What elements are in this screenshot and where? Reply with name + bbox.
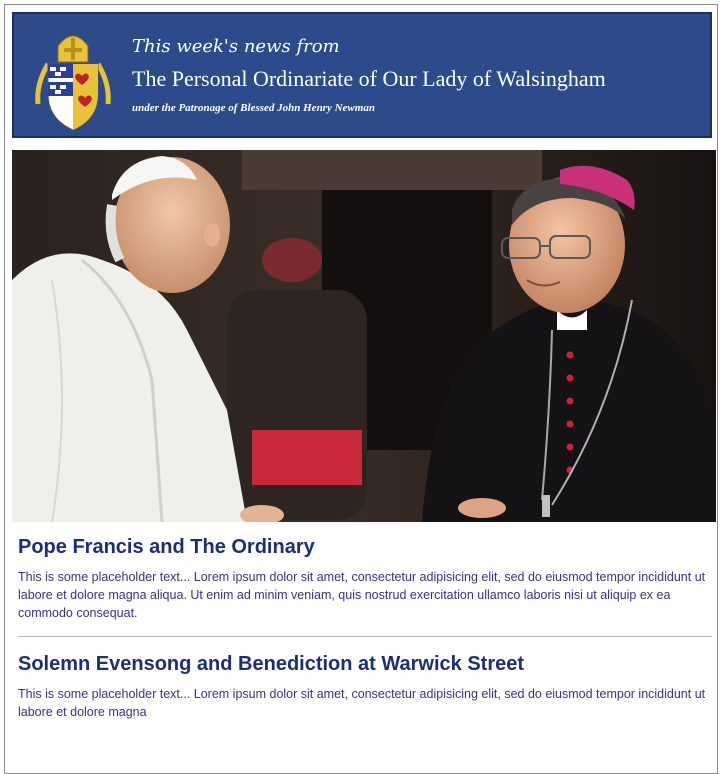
ordinariate-coat-of-arms-icon bbox=[28, 24, 118, 134]
article-title-link[interactable]: Pope Francis and The Ordinary bbox=[18, 536, 315, 558]
newsletter-header bbox=[12, 12, 712, 138]
article-summary: This is some placeholder text... Lorem ipsum dolor sit amet, consectetur adipisicing elit, sed do eiusmod tempor incididunt ut labore et dolore magna aliqua. Ut enim ad minim veniam, quis nostrud exercitation ullamco laboris nisi ut aliquip ex ea commodo consequat. bbox=[18, 570, 706, 620]
hero-photo bbox=[12, 150, 716, 522]
articles-list bbox=[18, 534, 712, 721]
patronage-subtitle: under the Patronage of Blessed John Henry Newman bbox=[132, 102, 375, 114]
article-divider bbox=[18, 636, 712, 637]
newsletter-tagline: This week's news from bbox=[132, 36, 340, 57]
article-title-link[interactable]: Solemn Evensong and Benediction at Warwick Street bbox=[18, 653, 525, 675]
article-item bbox=[18, 651, 712, 721]
pope-and-ordinary-photo bbox=[12, 150, 716, 522]
organization-title: The Personal Ordinariate of Our Lady of Walsingham bbox=[132, 66, 606, 91]
article-item bbox=[18, 534, 712, 622]
article-summary: This is some placeholder text... Lorem ipsum dolor sit amet, consectetur adipisicing elit, sed do eiusmod tempor incididunt ut labore et dolore magna bbox=[18, 687, 706, 719]
